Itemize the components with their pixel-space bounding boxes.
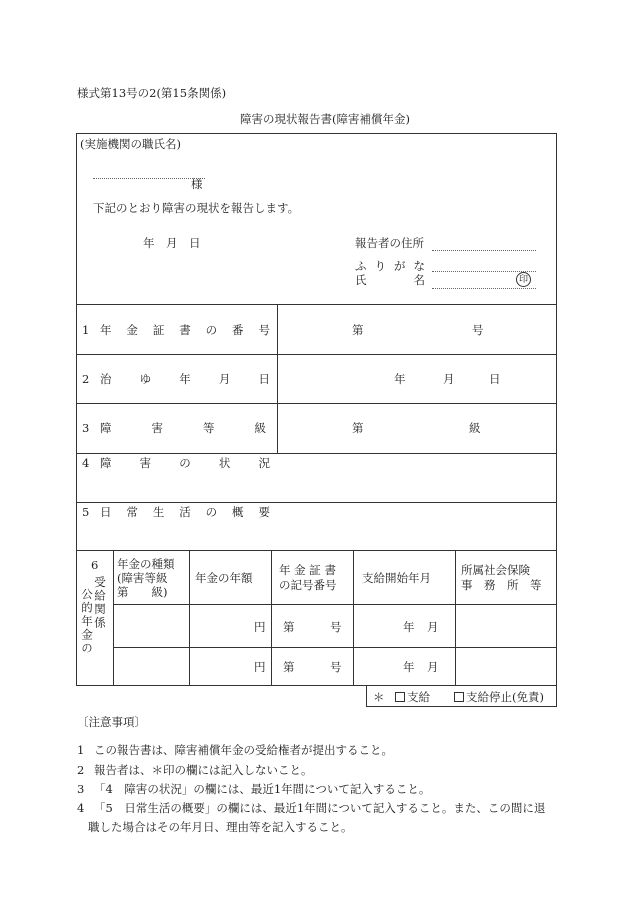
note3-text: 「4 障害の状況」の欄には、最近1年間について記入すること。 xyxy=(94,782,431,796)
s6r1-yen: 円 xyxy=(254,620,266,634)
row4-input[interactable] xyxy=(77,472,556,502)
col-line xyxy=(189,550,190,686)
agency-name-line[interactable] xyxy=(93,178,205,179)
s6r2-kind-input[interactable] xyxy=(114,648,189,685)
s6r2-go: 号 xyxy=(330,660,342,674)
row2-input[interactable] xyxy=(278,355,556,402)
row1-go: 号 xyxy=(472,323,484,337)
date-month: 月 xyxy=(166,236,178,250)
intro-text: 下記のとおり障害の現状を報告します。 xyxy=(93,201,300,215)
s6r1-dai: 第 xyxy=(283,620,295,634)
date-year: 年 xyxy=(143,236,155,250)
s6r1-go: 号 xyxy=(330,620,342,634)
name-label: 氏 名 xyxy=(355,273,425,287)
s6r2-office-input[interactable] xyxy=(456,648,556,685)
status-option-suspend[interactable]: 支給停止(免責) xyxy=(454,690,544,704)
form-title: 障害の現状報告書(障害補償年金) xyxy=(240,112,410,126)
note4-text: 「5 日常生活の概要」の欄には、最近1年間について記入すること。また、この間に退 xyxy=(94,801,546,815)
s6r2-yen: 円 xyxy=(254,660,266,674)
s6r2-year: 年 xyxy=(403,660,415,674)
s6r1-month: 月 xyxy=(427,620,439,634)
row2-num: 2 xyxy=(82,372,90,386)
section6-num: 6 xyxy=(91,558,99,572)
section6-side-1: 公的年金の xyxy=(80,588,94,656)
s6r1-kind-input[interactable] xyxy=(114,605,189,646)
row5-num: 5 xyxy=(82,505,90,519)
date-day: 日 xyxy=(189,236,201,250)
hdr-start: 支給開始年月 xyxy=(362,571,431,585)
hdr-amount: 年金の年額 xyxy=(195,571,253,585)
hdr-kind-2: (障害等級 xyxy=(117,571,168,585)
row5-label: 日 常 生 活 の 概 要 xyxy=(100,505,270,519)
s6r1-year: 年 xyxy=(403,620,415,634)
s6r2-dai: 第 xyxy=(283,660,295,674)
row3-kyu: 級 xyxy=(469,421,481,435)
seal-icon: 印 xyxy=(516,272,531,287)
form-number: 様式第13号の2(第15条関係) xyxy=(77,86,227,100)
row5-input[interactable] xyxy=(77,521,556,550)
row4-label: 障 害 の 状 況 xyxy=(100,456,270,470)
status-mark: ＊ xyxy=(373,690,385,704)
row1-label: 年 金 証 書 の 番 号 xyxy=(100,323,270,337)
row3-label: 障 害 等 級 xyxy=(100,421,266,435)
row2-year: 年 xyxy=(394,372,406,386)
col-line xyxy=(353,550,354,686)
hdr-kind-3: 第 級) xyxy=(117,585,168,599)
row3-dai: 第 xyxy=(352,421,364,435)
address-line[interactable] xyxy=(432,250,536,251)
checkbox-icon[interactable] xyxy=(395,692,405,702)
row4-num: 4 xyxy=(82,456,90,470)
section6-side-2: 受給関係 xyxy=(93,576,107,630)
status-option-payment[interactable]: 支給 xyxy=(395,690,430,704)
hdr-office-1: 所属社会保険 xyxy=(461,563,530,577)
note3-num: 3 xyxy=(77,782,85,796)
s6r1-office-input[interactable] xyxy=(456,605,556,646)
notes-heading: 〔注意事項〕 xyxy=(77,715,146,729)
row3-input[interactable] xyxy=(278,404,556,452)
row1-input[interactable] xyxy=(278,305,556,353)
hdr-office-2: 事 務 所 等 xyxy=(461,578,542,592)
row2-month: 月 xyxy=(443,372,455,386)
row3-num: 3 xyxy=(82,421,90,435)
note1-num: 1 xyxy=(77,743,85,757)
sama-label: 様 xyxy=(191,177,203,191)
address-label: 報告者の住所 xyxy=(355,236,424,250)
note4-text-cont: 職した場合はその年月日、理由等を記入すること。 xyxy=(88,820,353,834)
note2-num: 2 xyxy=(77,763,85,777)
furigana-label: ふ り が な xyxy=(355,259,425,273)
s6r2-month: 月 xyxy=(427,660,439,674)
note4-num: 4 xyxy=(77,801,85,815)
name-line[interactable] xyxy=(432,288,536,289)
row-line xyxy=(76,550,557,551)
row1-dai: 第 xyxy=(352,323,364,337)
note1-text: この報告書は、障害補償年金の受給権者が提出すること。 xyxy=(94,743,393,757)
agency-label: (実施機関の職氏名) xyxy=(80,137,181,151)
row2-label: 治 ゆ 年 月 日 xyxy=(100,372,270,386)
hdr-kind-1: 年金の種類 xyxy=(117,557,175,571)
row2-day: 日 xyxy=(489,372,501,386)
note2-text: 報告者は、＊印の欄には記入しないこと。 xyxy=(94,763,313,777)
col-line xyxy=(271,550,272,686)
hdr-cert-2: の記号番号 xyxy=(279,578,337,592)
row1-num: 1 xyxy=(82,323,90,337)
checkbox-icon[interactable] xyxy=(454,692,464,702)
hdr-cert-1: 年 金 証 書 xyxy=(279,563,336,577)
row-line xyxy=(76,453,557,454)
row-line xyxy=(76,502,557,503)
